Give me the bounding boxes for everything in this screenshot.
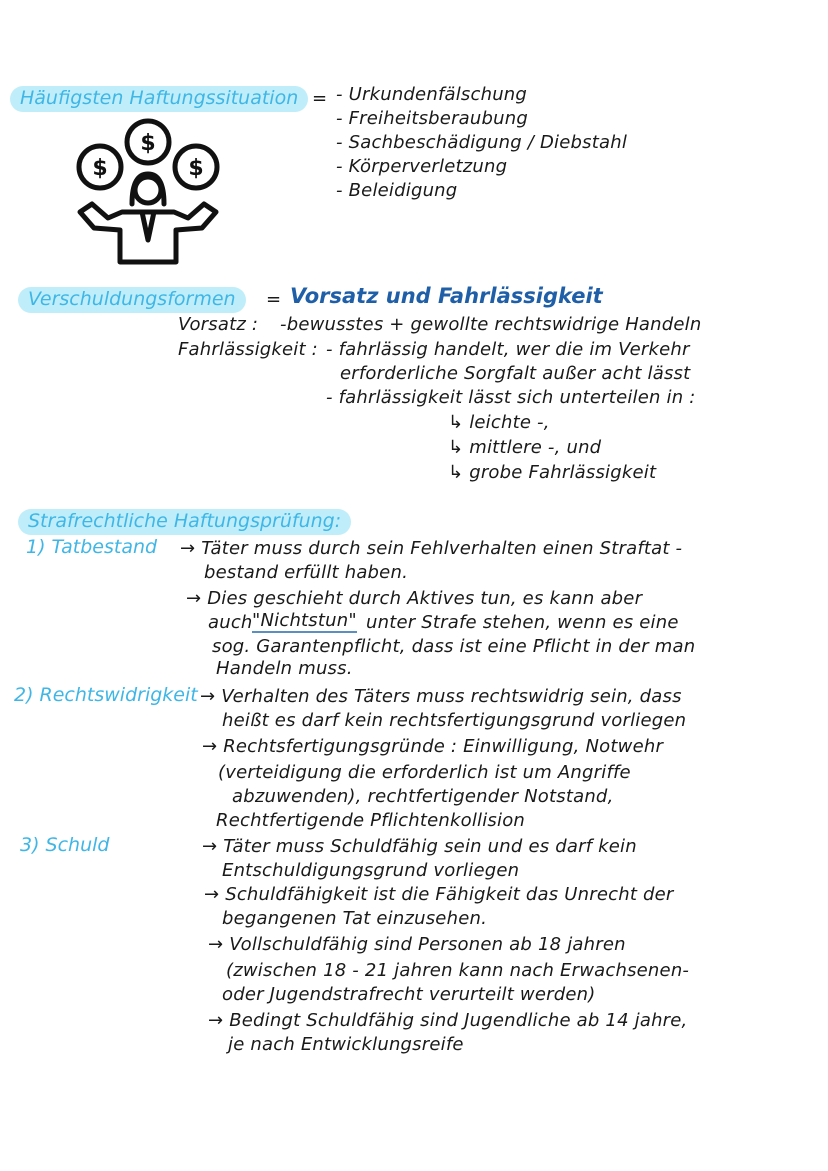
- list-item: - Freiheitsberaubung: [336, 108, 528, 129]
- section2-separator: =: [266, 289, 282, 310]
- text-line: (zwischen 18 - 21 jahren kann nach Erwachsenen-: [226, 960, 690, 981]
- vorsatz-text: -bewusstes + gewollte rechtswidrige Handeln: [280, 314, 702, 335]
- coin-symbol: $: [140, 131, 156, 156]
- list-item: - Beleidigung: [336, 180, 458, 201]
- text-line: je nach Entwicklungsreife: [228, 1034, 464, 1055]
- section2-heading: [18, 287, 246, 313]
- schuld-label: 3) Schuld: [20, 834, 110, 856]
- list-item: - Körperverletzung: [336, 156, 508, 177]
- list-item: - Sachbeschädigung / Diebstahl: [336, 132, 628, 153]
- fahrlaessigkeit-line: erforderliche Sorgfalt außer acht lässt: [340, 363, 691, 384]
- rechtswidrigkeit-label: 2) Rechtswidrigkeit: [14, 684, 198, 706]
- tatbestand-label: 1) Tatbestand: [26, 536, 158, 558]
- text-line: abzuwenden), rechtfertigender Notstand,: [232, 786, 614, 807]
- section2-title: Vorsatz und Fahrlässigkeit: [290, 284, 603, 308]
- text-line: → Verhalten des Täters muss rechtswidrig sein, dass: [200, 686, 682, 707]
- section2-heading-text: Verschuldungsformen: [28, 288, 236, 310]
- text-line: sog. Garantenpflicht, dass ist eine Pflicht in der man: [212, 636, 696, 657]
- section3-heading-suffix: :: [334, 510, 342, 532]
- list-item: ↳ mittlere -, und: [448, 437, 602, 458]
- text-line: bestand erfüllt haben.: [204, 562, 408, 583]
- text-line: → Bedingt Schuldfähig sind Jugendliche ab 14 jahre,: [208, 1010, 688, 1031]
- section3-heading-text: Strafrechtliche Haftungsprüfung: [28, 510, 335, 532]
- list-item: ↳ leichte -,: [448, 412, 550, 433]
- text-line: (verteidigung die erforderlich ist um Angriffe: [218, 762, 631, 783]
- text-line: Rechtfertigende Pflichtenkollision: [216, 810, 526, 831]
- list-item: - Urkundenfälschung: [336, 84, 528, 105]
- vorsatz-label: Vorsatz :: [178, 314, 259, 335]
- text-line: → Rechtsfertigungsgründe : Einwilligung, Notwehr: [202, 736, 664, 757]
- text-line: → Schuldfähigkeit ist die Fähigkeit das Unrecht der: [204, 884, 674, 905]
- text-line: oder Jugendstrafrecht verurteilt werden): [222, 984, 596, 1005]
- section3-heading: [18, 509, 351, 535]
- text-line: auch: [208, 612, 253, 633]
- fahrlaessigkeit-line: - fahrlässig handelt, wer die im Verkehr: [326, 339, 690, 360]
- text-line: → Täter muss durch sein Fehlverhalten einen Straftat -: [180, 538, 683, 559]
- list-item: ↳ grobe Fahrlässigkeit: [448, 462, 657, 483]
- text-line: Entschuldigungsgrund vorliegen: [222, 860, 520, 881]
- text-line: unter Strafe stehen, wenn es eine: [366, 612, 679, 633]
- text-line: → Täter muss Schuldfähig sein und es darf kein: [202, 836, 637, 857]
- section1-list: [336, 84, 627, 204]
- text-line: begangenen Tat einzusehen.: [222, 908, 487, 929]
- fahrlaessigkeit-label: Fahrlässigkeit :: [178, 339, 318, 360]
- text-line: Handeln muss.: [216, 658, 353, 679]
- nichtstun-emphasis: "Nichtstun": [252, 610, 357, 631]
- section1-separator: =: [312, 88, 328, 109]
- fahrlaessigkeit-line: - fahrlässigkeit lässt sich unterteilen in :: [326, 387, 696, 408]
- person-juggling-dollar-coins-icon: [70, 112, 230, 272]
- coin-symbol: $: [188, 156, 204, 181]
- text-line: → Dies geschieht durch Aktives tun, es kann aber: [186, 588, 643, 609]
- section1-heading-text: Häufigsten Haftungssituation: [20, 87, 299, 109]
- section1-heading: [10, 86, 308, 112]
- coin-symbol: $: [92, 156, 108, 181]
- text-line: heißt es darf kein rechtsfertigungsgrund vorliegen: [222, 710, 687, 731]
- text-line: → Vollschuldfähig sind Personen ab 18 jahren: [208, 934, 626, 955]
- fahrlaessigkeit-subitems: [448, 412, 656, 487]
